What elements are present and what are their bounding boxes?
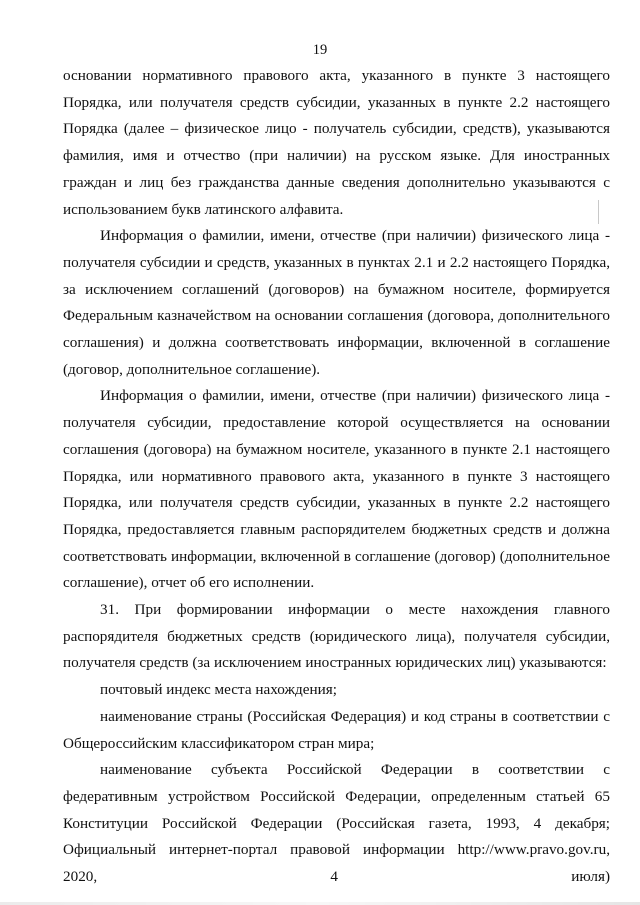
paragraph-continuation: основании нормативного правового акта, указанного в пункте 3 настоящего Порядка, или получателя средств субсидии, указанных в пункте 2.2 настоящего Порядка (далее – физическое лицо - получатель субсидии, средств), указываются фамилия, имя и отчество (при наличии) на русском языке. Для иностранных граждан и лиц без гражданства данные сведения дополнительно указываются с использованием букв латинского алфавита. xyxy=(63,67,610,218)
paragraph-fio-paper-agreement: Информация о фамилии, имени, отчестве (при наличии) физического лица - получателя субсидии, предоставление которой осуществляется на основании соглашения (договора) на бумажном носителе, указанного в пункте 2.1 настоящего Порядка, или нормативного правового акта, указанного в пункте 3 настоящего Порядка, или получателя средств субсидии, указанных в пункте 2.2 настоящего Порядка, предоставляется главным распорядителем бюджетных средств и должна соответствовать информации, включенной в соглашение (договор) (дополнительное соглашение), отчет об его исполнении. xyxy=(63,387,610,592)
page-number: 19 xyxy=(312,42,328,58)
scan-artifact-mark xyxy=(598,200,599,224)
list-item-country: наименование страны (Российская Федерация) и код страны в соответствии с Общероссийским классификатором стран мира; xyxy=(63,707,610,752)
paragraph-fio-information: Информация о фамилии, имени, отчестве (при наличии) физического лица - получателя субсидии и средств, указанных в пунктах 2.1 и 2.2 настоящего Порядка, за исключением соглашений (договоров) на бумажном носителе, формируется Федеральным казначейством на основании соглашения (договора, дополнительного соглашения) и должна соответствовать информации, включенной в соглашение (договор, дополнительное соглашение). xyxy=(63,227,610,378)
document-body xyxy=(63,63,610,891)
paragraph-item-31: 31. При формировании информации о месте нахождения главного распорядителя бюджетных средств (юридического лица), получателя субсидии, получателя средств (за исключением иностранных юридических лиц) указываются: xyxy=(63,601,610,672)
list-item-subject: наименование субъекта Российской Федерации в соответствии с федеративным устройством Российской Федерации, определенным статьей 65 Конституции Российской Федерации (Российская газета, 1993, 4 декабря; Официальный интернет-портал правовой информации http://www.pravo.gov.ru, 2020, 4 июля) xyxy=(63,761,610,886)
list-item-postal-index: почтовый индекс места нахождения; xyxy=(100,681,337,699)
